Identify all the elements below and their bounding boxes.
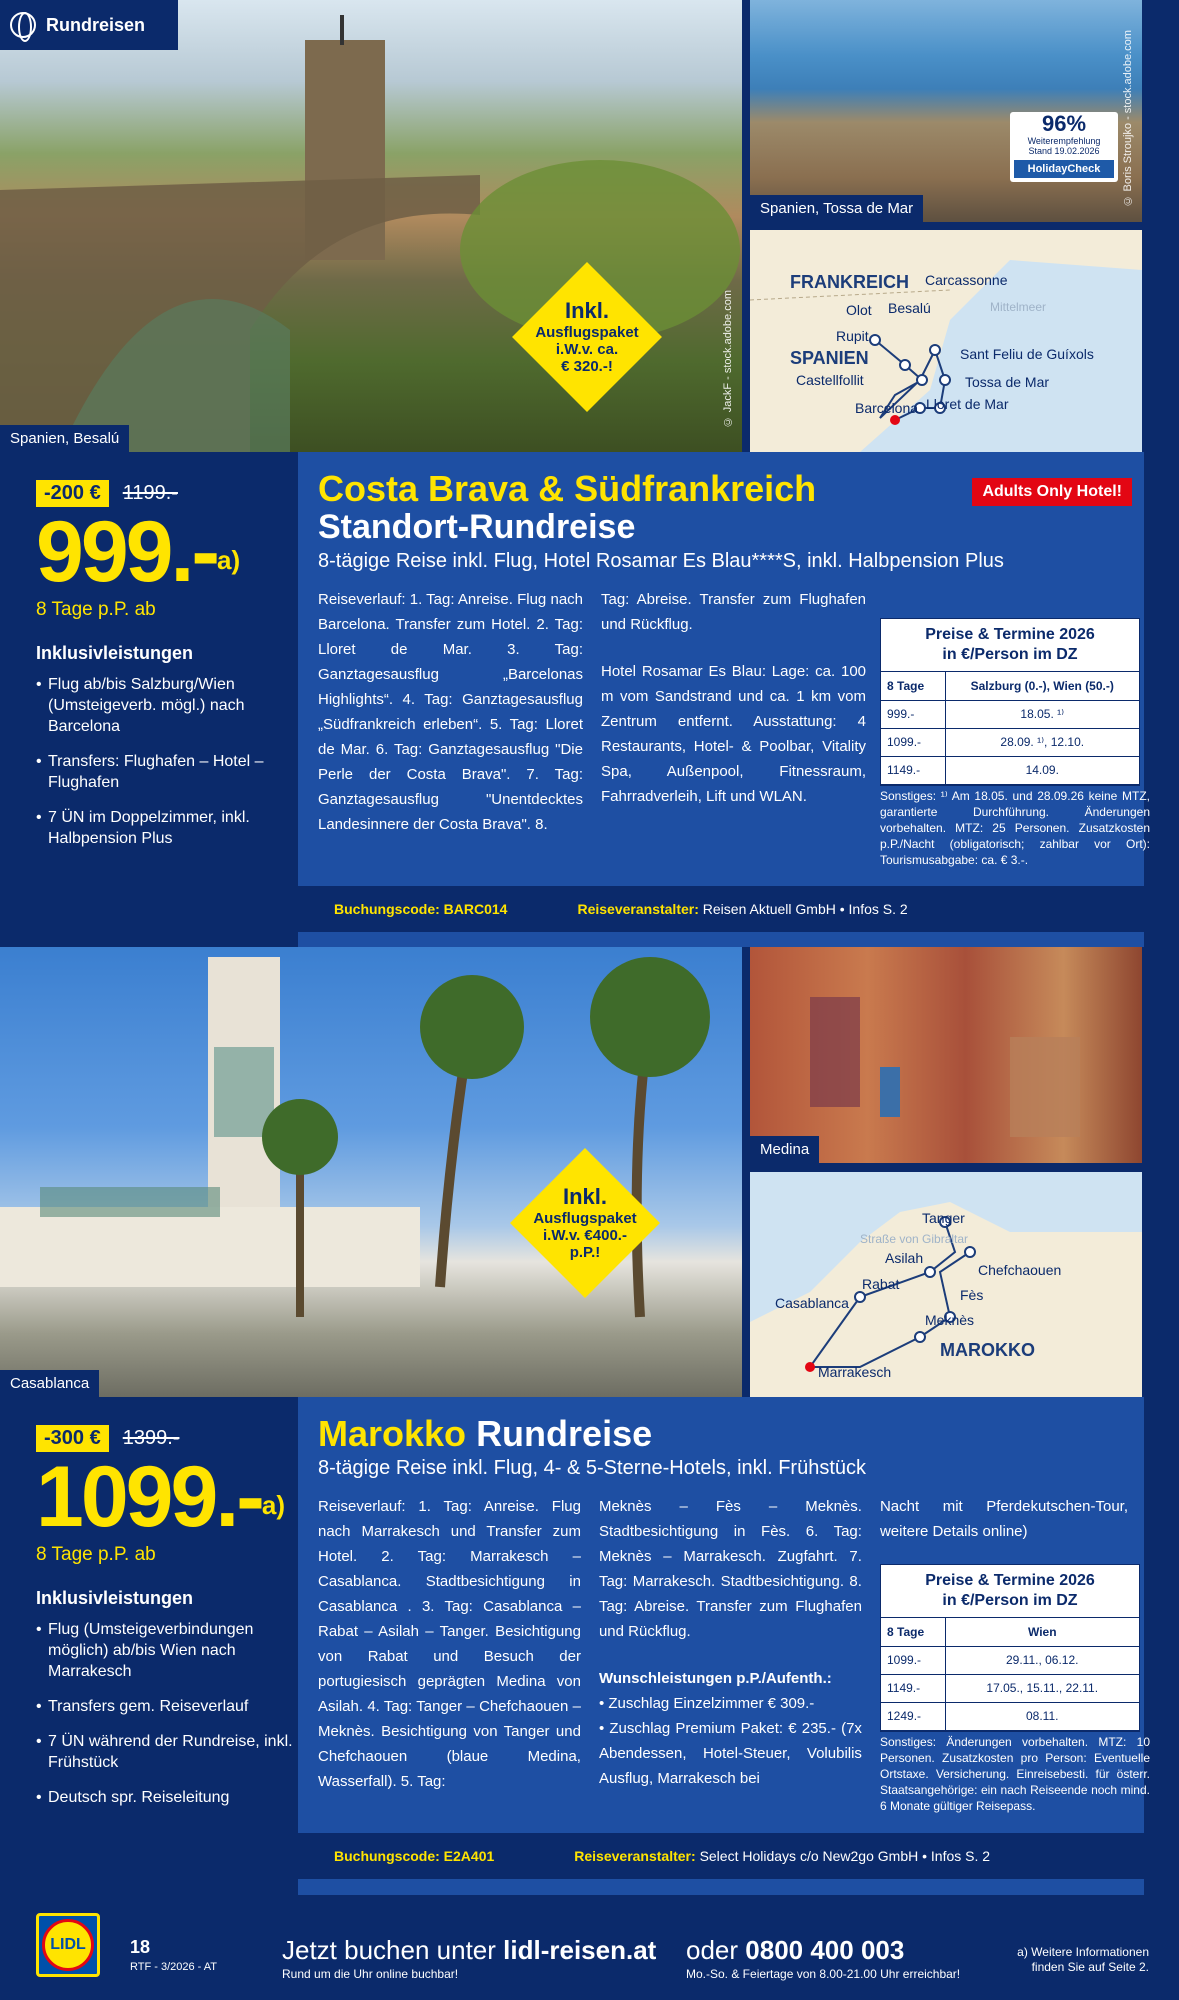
discount-badge: -200 € (36, 480, 109, 507)
footnote-line1: a) Weitere Informationen (1017, 1945, 1149, 1959)
rating-line2: Stand 19.02.2026 (1028, 146, 1100, 156)
offer-title: Costa Brava & Südfrankreich (318, 468, 817, 509)
table-row (881, 1618, 1139, 1646)
inclusions-list (36, 674, 300, 849)
wish-item: • Zuschlag Einzelzimmer € 309.- (598, 1695, 815, 1712)
booking-bar (298, 1833, 1144, 1879)
price-table (880, 618, 1140, 786)
itinerary-text-2 (601, 587, 866, 837)
cta-online-sub: Rund um die Uhr online buchbar! (282, 1967, 459, 1981)
table-cell-price: 1249.- (881, 1702, 945, 1730)
map-place: Fès (960, 1287, 984, 1303)
photo-medina (750, 947, 1142, 1163)
list-item: • Flug (Umsteigeverbindungen möglich) ab/bis Wien nach Marrakesch (36, 1619, 300, 1682)
table-cell-dates: 28.09. ¹⁾, 12.10. (945, 728, 1139, 756)
holidaycheck-logo: HolidayCheck (1014, 160, 1114, 178)
photo-caption-tossa: Spanien, Tossa de Mar (750, 195, 923, 222)
table-cell-dates: 14.09. (945, 756, 1139, 784)
main-price (36, 1449, 300, 1545)
badge-line2: Ausflugspaket (533, 1209, 637, 1227)
table-row (881, 1702, 1139, 1730)
price-footnote: a) (217, 545, 241, 575)
cta-url-link[interactable]: lidl-reisen.at (503, 1935, 657, 1965)
main-price-value: 999.- (36, 504, 218, 600)
table-cell-dates: 18.05. ¹⁾ (945, 700, 1139, 728)
map-sea: Mittelmeer (990, 300, 1047, 314)
table-heading: Preise & Termine 2026 (925, 1572, 1095, 1589)
itinerary-text: Reiseverlauf: 1. Tag: Anreise. Flug nach Barcelona. Transfer zum Hotel. 2. Tag: Lloret de Mar. 3. Tag: Ganztagesausflug „Barcelonas Highlights“. 4. Tag: Ganztagesausflug „Südfrankreich erleben“. 5. Tag: Lloret de Mar. 6. Tag: Ganztagesausflug "Die Perle der Costa Brava". 7. Tag: Ganztagesausflug "Unentdecktes Landesinnere der Costa Brava". 8. (318, 591, 583, 833)
inclusions-list (36, 1619, 300, 1808)
rating-percent: 96% (1041, 111, 1087, 136)
map-place: Asilah (885, 1250, 924, 1266)
map-spain (750, 230, 1142, 452)
footer (0, 1895, 1179, 2000)
wish-item: • Zuschlag Premium Paket: € 235.- (7x Abendessen, Hotel-Steuer, Volubilis Ausflug, Marrakesch bei (598, 1720, 862, 1787)
table-cell-dates: 17.05., 15.11., 22.11. (945, 1674, 1139, 1702)
map-place: Besalú (888, 300, 931, 316)
main-price-value: 1099.- (36, 1449, 262, 1545)
list-item: • Transfers gem. Reiseverlauf (36, 1696, 300, 1717)
table-cell-price: 999.- (881, 700, 945, 728)
price-footnote: a) (261, 1490, 285, 1520)
badge-line1: Inkl. (562, 1184, 607, 1210)
offer2-price-column (0, 1397, 300, 1895)
map-morocco (750, 1172, 1142, 1397)
per-person: 8 Tage p.P. ab (36, 1544, 156, 1565)
cta-prefix: Jetzt buchen unter (282, 1935, 496, 1965)
misc-notes: Sonstiges: ¹⁾ Am 18.05. und 28.09.26 keine MTZ, garantierte Durchführung. Änderungen vorbehalten. MTZ: 25 Personen. Zusatzkosten p.P./Nacht (obligatorisch; zahlbar vor Ort): Tourismusabgabe: ca. € 3.-. (880, 789, 1150, 867)
table-col-head: Wien (945, 1618, 1139, 1646)
offer1-price-column (0, 452, 300, 947)
map-place: Carcassonne (925, 272, 1008, 288)
rating-badge (1010, 112, 1118, 182)
map-place: Castellfollit (796, 372, 864, 388)
old-price: 1199.- (122, 482, 178, 504)
lidl-logo-text: LIDL (42, 1919, 94, 1971)
map-place: Marrakesch (818, 1364, 892, 1380)
offer-title (318, 1415, 1128, 1453)
table-cell-price: 1149.- (881, 1674, 945, 1702)
itinerary-end: Tag: Abreise. Transfer zum Flughafen und Rückflug. (601, 591, 866, 633)
photo-caption-casablanca: Casablanca (0, 1370, 99, 1397)
table-heading: Preise & Termine 2026 (925, 626, 1095, 643)
offer-tagline: 8-tägige Reise inkl. Flug, 4- & 5-Sterne-Hotels, inkl. Frühstück (318, 1457, 866, 1479)
map-country-spain: SPANIEN (790, 348, 869, 368)
itinerary-text-2 (599, 1494, 862, 1794)
list-item: • 7 ÜN im Doppelzimmer, inkl. Halbpension Plus (36, 807, 300, 849)
badge-line4: € 320.-! (561, 358, 613, 376)
table-row (881, 756, 1139, 784)
section-label-text: Rundreisen (46, 14, 146, 35)
lidl-logo[interactable] (36, 1913, 100, 1977)
table-cell-price: 1099.- (881, 728, 945, 756)
table-col-head: 8 Tage (881, 672, 945, 700)
excursion-badge (512, 262, 662, 412)
operator: Select Holidays c/o New2go GmbH • Infos S. 2 (699, 1848, 991, 1864)
price-table (880, 1564, 1140, 1732)
badge-line3: i.W.v. €400.- (543, 1227, 627, 1245)
table-col-head: Salzburg (0.-), Wien (50.-) (945, 672, 1139, 700)
table-col-head: 8 Tage (881, 1618, 945, 1646)
adults-only-badge: Adults Only Hotel! (972, 478, 1132, 506)
list-item: • Deutsch spr. Reiseleitung (36, 1787, 300, 1808)
booking-code: BARC014 (443, 901, 508, 917)
itinerary-cont: Meknès – Fès – Meknès. Stadtbesichtigung in Fès. 6. Tag: Meknès – Marrakesch. Zugfahrt. 7. Tag: Marrakesch. Stadtbesichtigung. 8. Tag: Abreise. Transfer zum Flughafen und Rückflug. (598, 1498, 862, 1640)
map-place: Casablanca (775, 1295, 849, 1311)
page-number: 18 (130, 1937, 151, 1957)
list-item: • Flug ab/bis Salzburg/Wien (Umsteigeverb. mögl.) nach Barcelona (36, 674, 300, 737)
inclusions-heading: Inklusivleistungen (36, 1588, 194, 1608)
map-country-morocco: MAROKKO (940, 1340, 1035, 1360)
offer-subtitle: Standort-Rundreise (318, 508, 636, 546)
table-row (881, 700, 1139, 728)
map-place: Olot (846, 302, 872, 318)
map-place: Tossa de Mar (965, 374, 1050, 390)
main-price (36, 504, 300, 600)
per-person: 8 Tage p.P. ab (36, 599, 156, 620)
photo-credit-tossa: © Boris Stroujko - stock.adobe.com (1122, 30, 1134, 207)
operator-label: Reiseveranstalter: (577, 901, 699, 917)
map-place: Rupit (836, 328, 869, 344)
photo-caption-medina: Medina (750, 1136, 819, 1163)
map-place: Sant Feliu de Guíxols (960, 346, 1094, 362)
badge-line4: p.P.! (569, 1244, 601, 1262)
excursion-badge-2 (510, 1148, 660, 1298)
table-cell-price: 1149.- (881, 756, 945, 784)
map-place: Chefchaouen (978, 1262, 1062, 1278)
map-place: Meknès (925, 1312, 975, 1328)
globe-icon (10, 12, 36, 38)
offer-tagline: 8-tägige Reise inkl. Flug, Hotel Rosamar Es Blau****S, inkl. Halbpension Plus (318, 550, 1004, 572)
rating-line1: Weiterempfehlung (1027, 136, 1101, 146)
table-subheading: in €/Person im DZ (942, 646, 1078, 663)
cta-online (282, 1935, 656, 1966)
table-cell-price: 1099.- (881, 1646, 945, 1674)
booking-code-label: Buchungscode: (334, 1848, 440, 1864)
badge-line1: Inkl. (564, 298, 609, 324)
table-cell-dates: 29.11., 06.12. (945, 1646, 1139, 1674)
inclusions-heading: Inklusivleistungen (36, 643, 194, 663)
hotel-info: Hotel Rosamar Es Blau: Lage: ca. 100 m vom Sandstrand und ca. 1 km vom Zentrum entfernt. Ausstattung: 4 Restaurants, Hotel- & Poolbar, Vitality Spa, Außenpool, Fitnessraum, Fahrradverleih, Lift und WLAN. (601, 663, 866, 805)
booking-code-label: Buchungscode: (334, 901, 440, 917)
photo-caption-besalu: Spanien, Besalú (0, 425, 129, 452)
photo-credit: © JackF - stock.adobe.com (722, 290, 734, 428)
map-place: Tanger (922, 1210, 965, 1226)
map-strait: Straße von Gibraltar (860, 1232, 969, 1246)
discount-badge: -300 € (36, 1425, 109, 1452)
table-row (881, 672, 1139, 700)
map-place: Barcelona (855, 400, 919, 416)
old-price: 1399.- (122, 1427, 180, 1449)
operator: Reisen Aktuell GmbH • Infos S. 2 (702, 901, 908, 917)
section-label (0, 0, 178, 50)
table-row (881, 1646, 1139, 1674)
itinerary-text-3: Nacht mit Pferdekutschen-Tour, weitere Details online) (879, 1498, 1129, 1540)
table-row (881, 1674, 1139, 1702)
table-subheading: in €/Person im DZ (942, 1592, 1078, 1609)
itinerary-text: Reiseverlauf: 1. Tag: Anreise. Flug nach Marrakesch und Transfer zum Hotel. 2. Tag: Marrakesch – Casablanca. Stadtbesichtigung in Casablanca . 3. Tag: Casablanca – Rabat – Asilah – Tanger. Besichtigung von Rabat und Besuch der portugiesisch geprägten Medina von Asilah. 4. Tag: Tanger – Chefchaouen – Meknès. Besichtigung von Tanger und Chefchaouen (blaue Medina, Wasserfall). 5. Tag: (318, 1498, 581, 1790)
badge-line2: Ausflugspaket (535, 323, 639, 341)
footnote-line2: finden Sie auf Seite 2. (1031, 1960, 1149, 1974)
phone-number[interactable]: 0800 400 003 (745, 1935, 905, 1965)
edition: RTF - 3/2026 - AT (130, 1961, 218, 1973)
offer-title-main: Marokko (318, 1413, 467, 1454)
cta-phone-sub: Mo.-So. & Feiertage von 8.00-21.00 Uhr erreichbar! (686, 1967, 961, 1981)
table-cell-dates: 08.11. (945, 1702, 1139, 1730)
list-item: • Transfers: Flughafen – Hotel – Flughafen (36, 751, 300, 793)
list-item: • 7 ÜN während der Rundreise, inkl. Frühstück (36, 1731, 300, 1773)
map-place: Rabat (862, 1276, 900, 1292)
operator-label: Reiseveranstalter: (574, 1848, 696, 1864)
phone-prefix: oder (686, 1935, 739, 1965)
misc-notes: Sonstiges: Änderungen vorbehalten. MTZ: 10 Personen. Zusatzkosten pro Person: Eventuelle Ortstaxe. Versicherung. Einreisebesti. für österr. Staatsangehörige: ein nach Reiseende noch mind. 6 Monate gültiger Reisepass. (880, 1735, 1150, 1813)
map-place: Lloret de Mar (926, 396, 1009, 412)
offer-title-sub: Rundreise (476, 1413, 653, 1454)
table-row (881, 728, 1139, 756)
map-country-france: FRANKREICH (790, 272, 909, 292)
booking-bar (298, 886, 1144, 932)
footnote (1017, 1945, 1149, 1975)
wish-heading: Wunschleistungen p.P./Aufenth.: (598, 1670, 832, 1687)
cta-phone (686, 1935, 904, 1966)
booking-code: E2A401 (443, 1848, 495, 1864)
badge-line3: i.W.v. ca. (555, 341, 619, 359)
